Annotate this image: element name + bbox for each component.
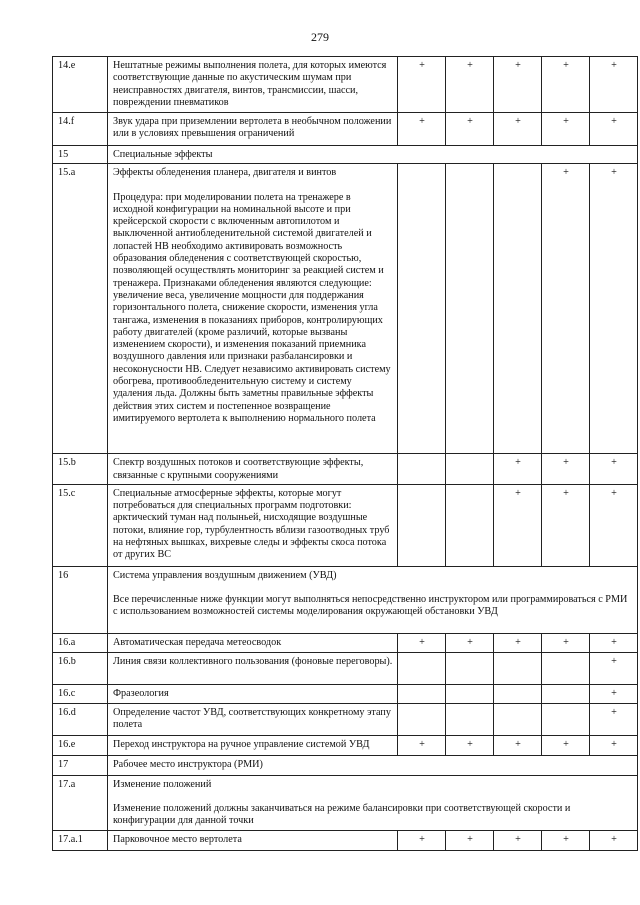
- mark-cell: +: [398, 633, 446, 652]
- mark-cell: +: [542, 454, 590, 485]
- mark-cell: +: [494, 633, 542, 652]
- row-number: 17.a.1: [53, 830, 108, 850]
- row-description: Парковочное место вертолета: [108, 830, 398, 850]
- mark-cell: +: [590, 454, 638, 485]
- mark-cell: [542, 684, 590, 703]
- mark-cell: [494, 164, 542, 454]
- mark-cell: [446, 164, 494, 454]
- mark-cell: [446, 484, 494, 566]
- section-body: [108, 566, 638, 633]
- mark-cell: +: [542, 633, 590, 652]
- row-description: [108, 164, 398, 454]
- section-title: Специальные эффекты: [108, 146, 638, 164]
- row-number: 16.b: [53, 652, 108, 684]
- table-row: [53, 830, 638, 850]
- table-row: [53, 633, 638, 652]
- page-number: 279: [311, 30, 329, 44]
- section-number: 15: [53, 146, 108, 164]
- mark-cell: [494, 703, 542, 735]
- section-title: Рабочее место инструктора (РМИ): [108, 755, 638, 775]
- mark-cell: +: [590, 684, 638, 703]
- row-description: Линия связи коллективного пользования (фоновые переговоры).: [108, 652, 398, 684]
- mark-cell: +: [398, 830, 446, 850]
- mark-cell: +: [542, 164, 590, 454]
- table-row: [53, 57, 638, 113]
- mark-cell: +: [494, 484, 542, 566]
- mark-cell: +: [398, 57, 446, 113]
- procedure-text: Процедура: при моделировании полета на тренажере в исходной конфигурации на номинальной высоте и при крейсерской скорости с включенным автопилотом и выключенной антиобледенительной системой двигателей и лопастей НВ необходимо активировать возможность образования обледенения с соответствующей скоростью, позволяющей осуществлять мониторинг за реакцией систем и тренажера. Признаками обледенения являются следующие: увеличение веса, увеличение мощности для поддержания горизонтального полета, снижение скорости, изменения угла тангажа, изменения в показаниях приборов, контролирующих работу двигателей (кроме различий, которые вызваны изменением скорости), и изменения показаний приемника воздушного давления или признаки разбалансировки и несоконусности НВ. Следует независимо активировать систему обогрева, противообледенительную систему и систему удаления льда. Должны быть заметны правильные эффекты действия этих систем и постепенное возвращение имитируемого вертолета к выполнению нормального полета: [113, 191, 391, 424]
- mark-cell: +: [590, 484, 638, 566]
- mark-cell: [398, 703, 446, 735]
- row-description: Фразеология: [108, 684, 398, 703]
- mark-cell: +: [446, 830, 494, 850]
- section-note: Изменение положений должны заканчиваться на режиме балансировки при соответствующей скорости и конфигурации для данной точки: [113, 803, 571, 827]
- mark-cell: [398, 684, 446, 703]
- mark-cell: [398, 484, 446, 566]
- row-number: 16.d: [53, 703, 108, 735]
- mark-cell: +: [590, 703, 638, 735]
- table-row: [53, 652, 638, 684]
- table-row: [53, 566, 638, 633]
- section-body: [108, 775, 638, 830]
- row-number: 16.e: [53, 735, 108, 755]
- row-description: Звук удара при приземлении вертолета в необычном положении или в условиях превышения ограничений: [108, 113, 398, 146]
- mark-cell: +: [494, 57, 542, 113]
- row-number: 17.a: [53, 775, 108, 830]
- mark-cell: [398, 652, 446, 684]
- mark-cell: [446, 652, 494, 684]
- row-description: Спектр воздушных потоков и соответствующие эффекты, связанные с крупными сооружениями: [108, 454, 398, 485]
- row-description: Автоматическая передача метеосводок: [108, 633, 398, 652]
- mark-cell: +: [590, 652, 638, 684]
- mark-cell: +: [494, 113, 542, 146]
- mark-cell: +: [590, 113, 638, 146]
- mark-cell: [398, 164, 446, 454]
- table-row: [53, 735, 638, 755]
- mark-cell: +: [494, 454, 542, 485]
- mark-cell: [542, 652, 590, 684]
- mark-cell: +: [542, 484, 590, 566]
- mark-cell: [446, 684, 494, 703]
- row-title: Эффекты обледенения планера, двигателя и винтов: [113, 167, 337, 179]
- row-number: 14.f: [53, 113, 108, 146]
- section-title: Изменение положений: [113, 778, 212, 790]
- row-description: Нештатные режимы выполнения полета, для которых имеются соответствующие данные по акустическим шумам при неисправностях двигателя, винтов, трансмиссии, шасси, повреждении пневматиков: [108, 57, 398, 113]
- mark-cell: [398, 454, 446, 485]
- section-number: 16: [53, 566, 108, 633]
- table-row: [53, 146, 638, 164]
- mark-cell: +: [446, 735, 494, 755]
- section-title: Система управления воздушным движением (УВД): [113, 569, 337, 581]
- mark-cell: +: [446, 633, 494, 652]
- mark-cell: [542, 703, 590, 735]
- mark-cell: [494, 652, 542, 684]
- section-number: 17: [53, 755, 108, 775]
- mark-cell: +: [590, 633, 638, 652]
- mark-cell: +: [446, 57, 494, 113]
- row-number: 16.c: [53, 684, 108, 703]
- section-note: Все перечисленные ниже функции могут выполняться непосредственно инструктором или программироваться с РМИ с использованием возможностей системы моделирования окружающей обстановки УВД: [113, 594, 628, 618]
- row-number: 14.e: [53, 57, 108, 113]
- table-row: [53, 454, 638, 485]
- table-row: [53, 755, 638, 775]
- row-number: 15.c: [53, 484, 108, 566]
- mark-cell: +: [542, 57, 590, 113]
- table-row: [53, 164, 638, 454]
- row-number: 15.b: [53, 454, 108, 485]
- mark-cell: [446, 454, 494, 485]
- table-row: [53, 775, 638, 830]
- mark-cell: +: [590, 57, 638, 113]
- mark-cell: +: [542, 735, 590, 755]
- mark-cell: [494, 684, 542, 703]
- mark-cell: +: [590, 735, 638, 755]
- mark-cell: +: [542, 830, 590, 850]
- row-description: Специальные атмосферные эффекты, которые могут потребоваться для специальных программ подготовки: арктический туман над полыньей, нисходящие воздушные потоки, влияние гор, турбулентность вблизи газоотводных труб на нефтяных вышках, вихревые следы и эффекты скоса потока от других ВС: [108, 484, 398, 566]
- mark-cell: +: [494, 830, 542, 850]
- table-row: [53, 484, 638, 566]
- mark-cell: [446, 703, 494, 735]
- mark-cell: +: [398, 735, 446, 755]
- requirements-table: [52, 56, 638, 851]
- row-description: Определение частот УВД, соответствующих конкретному этапу полета: [108, 703, 398, 735]
- mark-cell: +: [590, 164, 638, 454]
- row-number: 16.a: [53, 633, 108, 652]
- mark-cell: +: [398, 113, 446, 146]
- mark-cell: +: [494, 735, 542, 755]
- mark-cell: +: [446, 113, 494, 146]
- row-description: Переход инструктора на ручное управление системой УВД: [108, 735, 398, 755]
- row-number: 15.a: [53, 164, 108, 454]
- table-row: [53, 684, 638, 703]
- mark-cell: +: [590, 830, 638, 850]
- mark-cell: +: [542, 113, 590, 146]
- table-row: [53, 703, 638, 735]
- table-row: [53, 113, 638, 146]
